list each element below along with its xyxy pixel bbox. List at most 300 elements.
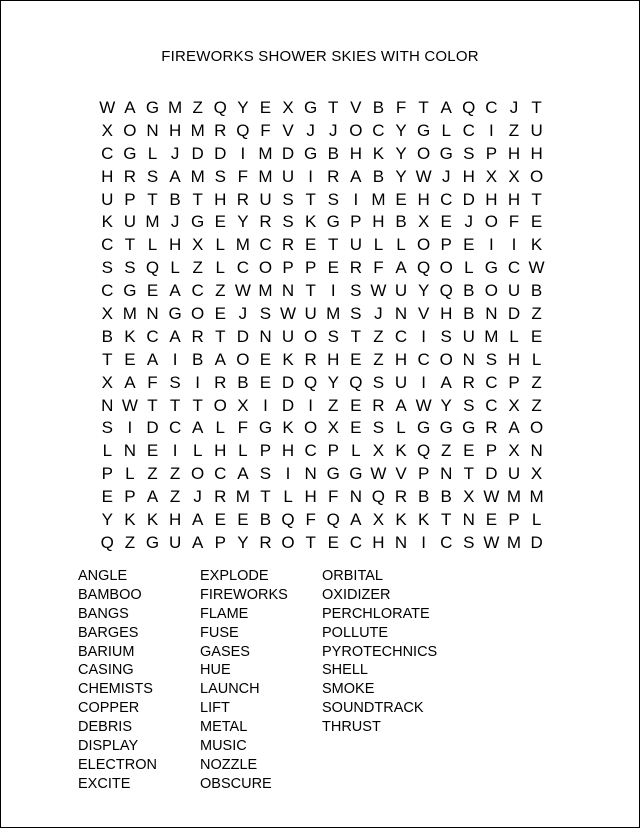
grid-row: [96, 211, 548, 234]
grid-letter: A: [124, 98, 136, 117]
grid-letter: U: [101, 189, 114, 209]
grid-row: [96, 486, 548, 509]
grid-letter: T: [102, 349, 113, 369]
grid-letter: G: [326, 212, 340, 232]
grid-letter: G: [462, 418, 476, 438]
grid-letter: X: [101, 304, 113, 324]
grid-letter: X: [417, 212, 430, 232]
grid-letter: I: [172, 349, 178, 369]
grid-letter: T: [147, 395, 158, 415]
grid-letter: N: [530, 441, 543, 461]
grid-row: [96, 166, 548, 189]
grid-letter: H: [507, 143, 521, 163]
grid-letter: L: [215, 235, 225, 255]
grid-letter: M: [258, 166, 273, 186]
grid-letter: N: [462, 510, 475, 530]
grid-letter: R: [281, 235, 295, 255]
grid-letter: M: [258, 281, 273, 301]
grid-letter: I: [330, 281, 336, 301]
grid-letter: L: [215, 258, 225, 278]
grid-letter: C: [168, 418, 182, 438]
grid-letter: D: [214, 143, 227, 163]
grid-row: [96, 417, 548, 440]
word-list-item: ELECTRON: [78, 756, 157, 773]
grid-letter: Z: [192, 98, 203, 117]
grid-letter: X: [508, 395, 520, 415]
grid-letter: R: [485, 418, 498, 438]
grid-letter: C: [462, 120, 475, 140]
grid-letter: E: [530, 212, 543, 232]
grid-letter: L: [396, 418, 406, 438]
grid-letter: K: [530, 235, 543, 255]
grid-row: [96, 189, 548, 212]
grid-letter: K: [101, 212, 113, 232]
grid-letter: L: [147, 235, 158, 255]
word-list-item: METAL: [200, 719, 248, 736]
grid-letter: W: [370, 464, 387, 484]
grid-row: [96, 143, 548, 166]
grid-letter: Z: [147, 464, 158, 484]
grid-letter: M: [167, 98, 183, 117]
grid-row: [96, 280, 548, 303]
grid-letter: S: [146, 166, 159, 186]
grid-letter: E: [463, 441, 475, 461]
grid-letter: L: [192, 441, 203, 461]
grid-letter: T: [169, 395, 181, 415]
grid-letter: G: [304, 98, 318, 117]
grid-letter: B: [259, 510, 272, 530]
grid-letter: A: [192, 418, 204, 438]
grid-letter: I: [172, 441, 178, 461]
grid-row: [96, 372, 548, 395]
word-list-item: FUSE: [200, 624, 239, 641]
grid-letter: U: [530, 120, 543, 140]
grid-letter: T: [328, 235, 339, 255]
grid-letter: O: [304, 418, 318, 438]
grid-letter: C: [485, 372, 498, 392]
grid-row: [96, 395, 548, 418]
word-list-item: HUE: [200, 662, 231, 679]
grid-letter: G: [191, 212, 205, 232]
grid-letter: Q: [326, 510, 340, 530]
grid-letter: C: [259, 235, 272, 255]
grid-letter: X: [101, 120, 113, 140]
grid-letter: L: [238, 441, 248, 461]
grid-letter: B: [101, 326, 113, 346]
grid-letter: B: [417, 487, 430, 507]
grid-letter: K: [395, 441, 407, 461]
word-list-item: SHELL: [322, 662, 368, 679]
grid-letter: Q: [145, 258, 160, 278]
grid-letter: W: [234, 281, 251, 301]
grid-letter: S: [463, 532, 475, 552]
grid-letter: B: [192, 349, 204, 369]
word-list-item: EXCITE: [78, 775, 131, 792]
grid-letter: O: [236, 349, 250, 369]
grid-letter: G: [168, 304, 182, 324]
grid-letter: F: [395, 98, 407, 117]
word-list-item: THRUST: [322, 719, 381, 736]
grid-letter: S: [169, 372, 181, 392]
grid-letter: L: [373, 235, 384, 255]
grid-letter: E: [463, 235, 475, 255]
grid-letter: M: [484, 326, 499, 346]
grid-letter: A: [237, 464, 249, 484]
grid-letter: J: [441, 166, 451, 186]
grid-letter: M: [506, 487, 522, 507]
grid-letter: U: [349, 235, 362, 255]
grid-letter: U: [507, 464, 521, 484]
grid-letter: E: [350, 418, 362, 438]
word-list-item: POLLUTE: [322, 624, 389, 641]
grid-letter: Z: [215, 281, 226, 301]
grid-letter: T: [531, 98, 542, 117]
grid-letter: H: [440, 304, 453, 324]
grid-letter: O: [439, 349, 453, 369]
grid-letter: J: [374, 304, 383, 324]
word-list-item: EXPLODE: [200, 568, 269, 584]
grid-letter: N: [259, 326, 272, 346]
grid-letter: Z: [328, 395, 339, 415]
grid-letter: S: [327, 326, 339, 346]
grid-letter: X: [372, 441, 385, 461]
grid-letter: F: [373, 258, 384, 278]
grid-letter: Y: [237, 532, 249, 552]
grid-letter: M: [326, 304, 341, 324]
grid-letter: I: [489, 120, 494, 140]
grid-letter: E: [259, 349, 272, 369]
grid-letter: S: [259, 464, 272, 484]
grid-letter: C: [485, 98, 498, 117]
grid-letter: A: [440, 372, 452, 392]
grid-letter: P: [124, 487, 136, 507]
grid-letter: K: [417, 510, 430, 530]
grid-letter: X: [101, 372, 113, 392]
grid-letter: C: [304, 441, 317, 461]
grid-letter: N: [394, 532, 408, 552]
grid-letter: I: [195, 372, 201, 392]
grid-letter: P: [485, 441, 498, 461]
word-list: [78, 567, 462, 794]
grid-letter: Y: [395, 120, 407, 140]
grid-letter: S: [327, 189, 339, 209]
grid-letter: D: [236, 326, 249, 346]
word-list-item: BAMBOO: [78, 586, 142, 603]
grid-letter: H: [304, 487, 317, 507]
word-list-column: [322, 567, 462, 794]
grid-row: [96, 234, 548, 257]
grid-letter: R: [372, 395, 385, 415]
word-list-item: MUSIC: [200, 738, 247, 755]
grid-letter: K: [304, 212, 317, 232]
grid-letter: F: [260, 120, 271, 140]
grid-letter: D: [191, 143, 204, 163]
grid-letter: T: [215, 326, 226, 346]
grid-row: [96, 303, 548, 326]
grid-letter: B: [463, 304, 475, 324]
grid-letter: O: [416, 143, 431, 163]
grid-letter: I: [285, 464, 291, 484]
grid-letter: L: [351, 441, 361, 461]
grid-row: [96, 463, 548, 486]
grid-letter: S: [463, 143, 475, 163]
puzzle-title: FIREWORKS SHOWER SKIES WITH COLOR: [161, 48, 479, 65]
grid-letter: S: [282, 212, 294, 232]
grid-letter: C: [349, 532, 362, 552]
grid-letter: X: [485, 166, 498, 186]
grid-letter: A: [214, 349, 226, 369]
word-list-item: DISPLAY: [78, 738, 139, 755]
grid-letter: F: [237, 418, 249, 438]
grid-letter: L: [464, 258, 474, 278]
grid-letter: E: [146, 441, 159, 461]
grid-letter: R: [259, 212, 272, 232]
grid-letter: O: [439, 258, 453, 278]
grid-letter: Z: [124, 532, 136, 552]
grid-letter: U: [304, 304, 317, 324]
grid-letter: T: [531, 189, 542, 209]
grid-letter: A: [440, 98, 452, 117]
grid-letter: G: [123, 281, 137, 301]
grid-letter: C: [372, 120, 385, 140]
grid-letter: M: [371, 189, 386, 209]
grid-letter: L: [531, 510, 542, 530]
grid-letter: Z: [531, 372, 542, 392]
grid-letter: U: [123, 212, 137, 232]
grid-letter: S: [350, 281, 362, 301]
word-list-item: FLAME: [200, 605, 249, 622]
grid-letter: L: [170, 258, 180, 278]
grid-letter: L: [125, 464, 135, 484]
grid-letter: E: [214, 212, 226, 232]
grid-letter: X: [530, 464, 543, 484]
grid-letter: E: [327, 258, 339, 278]
grid-row: [96, 120, 548, 143]
grid-letter: O: [258, 258, 273, 278]
grid-letter: P: [259, 441, 272, 461]
grid-letter: K: [124, 326, 136, 346]
word-list-item: OBSCURE: [200, 775, 272, 792]
grid-letter: Z: [169, 464, 181, 484]
grid-letter: T: [192, 395, 203, 415]
grid-letter: M: [190, 166, 205, 186]
grid-letter: W: [99, 98, 116, 117]
grid-letter: E: [146, 281, 159, 301]
grid-letter: I: [489, 235, 494, 255]
grid-letter: J: [238, 304, 248, 324]
grid-letter: Q: [371, 487, 386, 507]
grid-letter: H: [168, 510, 182, 530]
grid-letter: V: [350, 98, 362, 117]
grid-letter: G: [304, 143, 318, 163]
grid-letter: C: [214, 464, 227, 484]
grid-letter: Y: [395, 143, 407, 163]
grid-letter: R: [214, 372, 227, 392]
word-list-item: LAUNCH: [200, 681, 260, 698]
word-list-item: PERCHLORATE: [322, 605, 430, 622]
grid-letter: Q: [416, 258, 431, 278]
grid-letter: Z: [169, 487, 181, 507]
grid-letter: P: [440, 235, 452, 255]
grid-letter: N: [146, 304, 159, 324]
grid-letter: Z: [373, 326, 384, 346]
word-list-item: LIFT: [200, 700, 230, 717]
grid-letter: N: [349, 487, 362, 507]
grid-letter: R: [236, 189, 249, 209]
grid-letter: A: [192, 510, 204, 530]
grid-letter: C: [101, 143, 114, 163]
grid-letter: T: [147, 189, 158, 209]
grid-letter: S: [259, 304, 272, 324]
grid-letter: M: [122, 304, 137, 324]
grid-letter: E: [259, 98, 272, 117]
grid-letter: B: [463, 281, 475, 301]
grid-letter: H: [168, 120, 182, 140]
grid-letter: Y: [417, 281, 430, 301]
grid-letter: Q: [281, 510, 295, 530]
grid-row: [96, 97, 548, 120]
grid-letter: W: [528, 258, 545, 278]
grid-letter: O: [529, 166, 544, 186]
grid-letter: G: [416, 120, 431, 140]
grid-letter: Z: [508, 120, 520, 140]
grid-letter: O: [304, 326, 318, 346]
grid-letter: W: [483, 532, 500, 552]
grid-letter: A: [508, 418, 520, 438]
grid-letter: G: [349, 464, 363, 484]
word-list-item: GASES: [200, 643, 250, 660]
grid-letter: X: [508, 441, 520, 461]
grid-letter: O: [213, 395, 227, 415]
grid-letter: S: [101, 418, 113, 438]
grid-letter: N: [394, 304, 408, 324]
grid-letter: O: [191, 464, 205, 484]
grid-letter: G: [326, 464, 340, 484]
grid-letter: Y: [395, 166, 407, 186]
grid-letter: Y: [440, 395, 452, 415]
grid-letter: H: [394, 349, 408, 369]
word-list-item: FIREWORKS: [200, 586, 288, 603]
grid-letter: T: [305, 532, 316, 552]
grid-letter: C: [440, 189, 453, 209]
grid-letter: T: [418, 98, 429, 117]
grid-letter: P: [124, 189, 136, 209]
grid-letter: S: [440, 326, 452, 346]
grid-letter: E: [214, 304, 226, 324]
grid-letter: N: [123, 441, 137, 461]
grid-letter: R: [462, 372, 475, 392]
grid-letter: I: [421, 372, 426, 392]
grid-letter: G: [484, 258, 498, 278]
grid-letter: C: [146, 326, 159, 346]
grid-letter: W: [415, 395, 432, 415]
grid-letter: H: [485, 189, 498, 209]
grid-letter: J: [193, 487, 202, 507]
grid-letter: E: [395, 189, 407, 209]
grid-letter: V: [417, 304, 430, 324]
grid-letter: L: [531, 349, 542, 369]
grid-letter: O: [281, 532, 295, 552]
grid-letter: L: [147, 143, 158, 163]
grid-letter: C: [101, 281, 114, 301]
grid-letter: S: [463, 395, 475, 415]
word-list-item: BARIUM: [78, 643, 135, 660]
grid-letter: L: [441, 120, 451, 140]
grid-letter: X: [372, 510, 385, 530]
grid-letter: C: [417, 349, 430, 369]
grid-letter: S: [372, 372, 385, 392]
grid-letter: S: [350, 304, 362, 324]
grid-letter: W: [415, 166, 432, 186]
grid-letter: A: [169, 281, 181, 301]
grid-letter: B: [327, 143, 339, 163]
grid-letter: H: [372, 532, 385, 552]
grid-letter: A: [350, 510, 362, 530]
grid-letter: L: [396, 235, 406, 255]
word-list-item: ORBITAL: [322, 568, 383, 584]
grid-letter: A: [395, 258, 407, 278]
grid-letter: T: [305, 189, 316, 209]
grid-letter: Y: [237, 212, 249, 232]
grid-letter: S: [101, 258, 113, 278]
grid-letter: X: [327, 418, 339, 438]
grid-letter: I: [263, 395, 268, 415]
grid-letter: C: [507, 258, 521, 278]
grid-letter: B: [237, 372, 249, 392]
grid-letter: E: [350, 349, 362, 369]
grid-letter: E: [327, 532, 339, 552]
grid-letter: F: [305, 510, 316, 530]
grid-letter: T: [350, 326, 362, 346]
grid-letter: B: [372, 98, 385, 117]
grid-letter: E: [304, 235, 317, 255]
grid-letter: P: [282, 258, 294, 278]
grid-letter: H: [462, 166, 475, 186]
grid-letter: O: [123, 120, 137, 140]
grid-letter: D: [281, 395, 295, 415]
grid-letter: A: [169, 326, 181, 346]
grid-letter: H: [327, 349, 340, 369]
grid-letter: O: [349, 120, 363, 140]
grid-letter: A: [169, 166, 181, 186]
word-list-item: NOZZLE: [200, 756, 258, 773]
grid-letter: H: [214, 189, 227, 209]
grid-row: [96, 532, 548, 555]
grid-letter: Q: [439, 281, 453, 301]
grid-letter: H: [507, 349, 521, 369]
grid-letter: J: [306, 120, 315, 140]
word-list-item: COPPER: [78, 700, 140, 717]
grid-letter: T: [192, 189, 203, 209]
grid-letter: B: [372, 166, 385, 186]
word-list-item: DEBRIS: [78, 719, 132, 736]
grid-letter: Y: [101, 510, 113, 530]
grid-letter: P: [417, 464, 430, 484]
grid-letter: S: [124, 258, 136, 278]
grid-letter: H: [349, 143, 362, 163]
grid-letter: D: [462, 189, 475, 209]
grid-letter: T: [328, 98, 339, 117]
grid-letter: S: [372, 418, 385, 438]
grid-letter: B: [169, 189, 181, 209]
grid-letter: O: [416, 235, 431, 255]
grid-letter: G: [258, 418, 273, 438]
grid-letter: H: [281, 441, 295, 461]
grid-letter: Q: [304, 372, 318, 392]
grid-letter: G: [123, 143, 137, 163]
grid-letter: G: [145, 98, 160, 117]
grid-letter: F: [147, 372, 158, 392]
